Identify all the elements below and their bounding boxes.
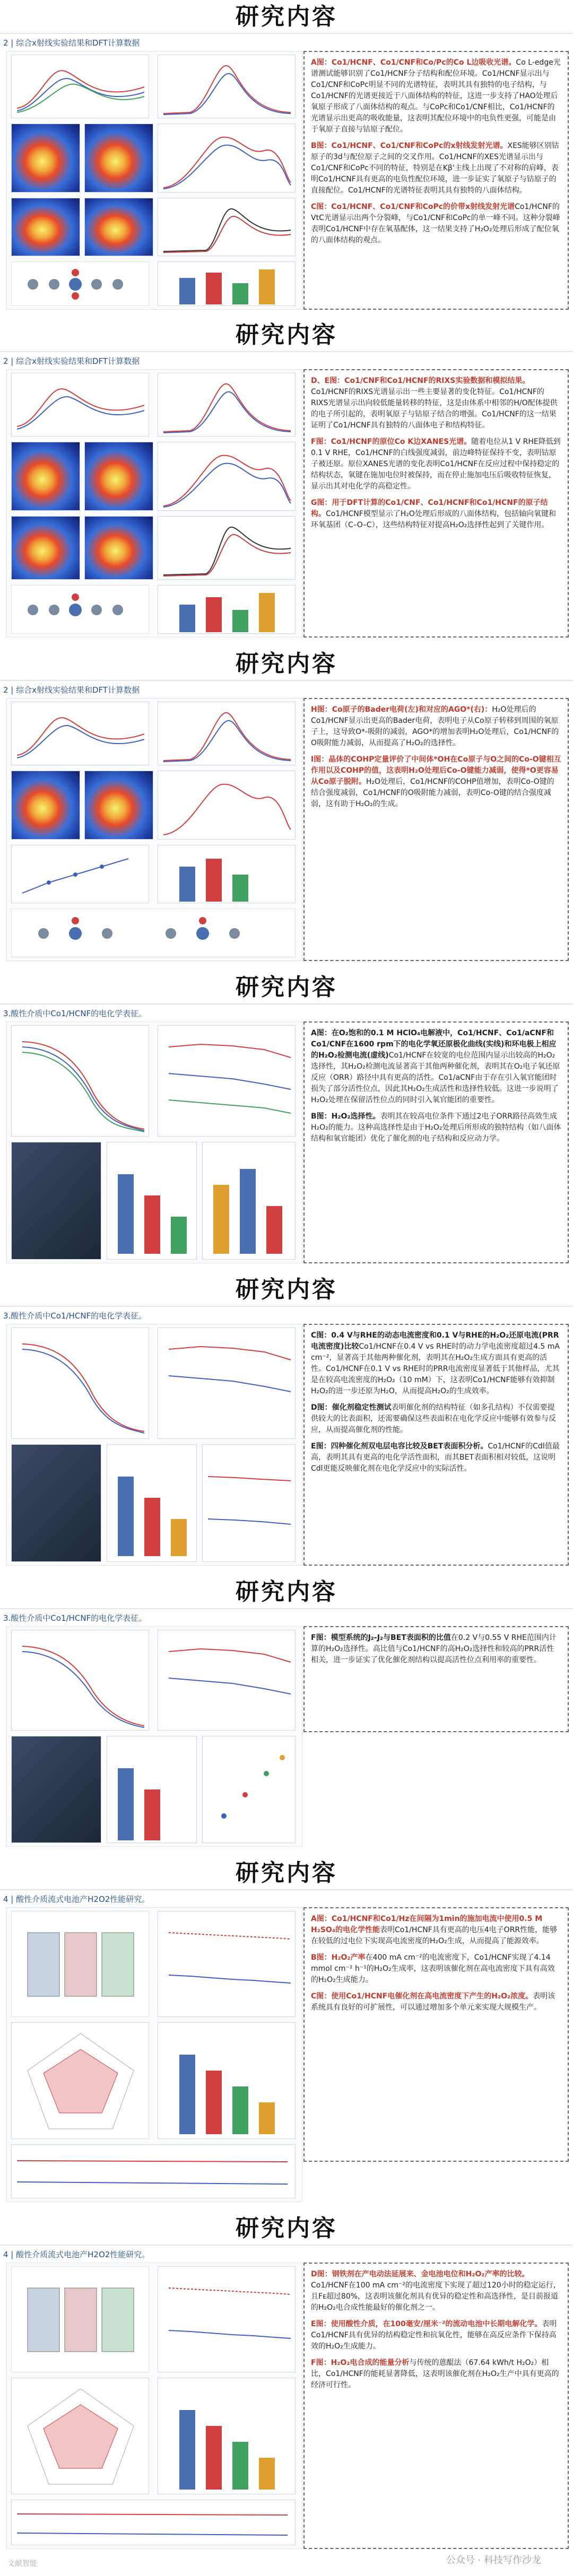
section-title: 研究内容 bbox=[0, 318, 573, 352]
sub-heading: 3.酸性介质中Co1/HCNF的电化学表征。 bbox=[3, 1613, 147, 1623]
vtc-chart bbox=[158, 442, 296, 511]
line-chart bbox=[11, 845, 149, 903]
paragraph-label: C图：0.4 V与RHE的动态电流密度和0.1 V与RHE的H₂O₂还原电流(PRR电流密度)比较 bbox=[311, 1331, 559, 1351]
watermark: 公众号 · 科技写作沙龙 bbox=[446, 2555, 541, 2566]
paragraph-label: B图：H₂O₂选择性。 bbox=[311, 1112, 380, 1121]
section-6 bbox=[0, 1575, 573, 1851]
paragraph-body: 表明催化剂的结构特征（如多孔结构）不仅需要提供较大的比表面积，还需要确保这些表面积在电化学反应中能够有效参与反应，从而提高催化剂的性能。 bbox=[311, 1403, 556, 1434]
rixs-map bbox=[84, 771, 153, 840]
section-2 bbox=[0, 318, 573, 642]
section-5 bbox=[0, 1273, 573, 1570]
paragraph-label: H图：Co原子的Bader电荷(左)和对应的AGO*(右)： bbox=[311, 705, 492, 714]
figure-panel bbox=[6, 1907, 302, 2202]
description-box bbox=[303, 51, 569, 310]
bar-chart bbox=[107, 1142, 197, 1260]
bar-chart bbox=[158, 2022, 296, 2139]
figure-panel bbox=[6, 1324, 302, 1566]
figure-panel bbox=[6, 698, 302, 961]
rixs-map bbox=[11, 124, 80, 193]
bar-chart bbox=[158, 261, 296, 306]
paragraph-body: 在0.2 V与0.55 V RHE范围内计算的H₂O₂选择性。高比值与Co1/HCNF的高H₂O₂选择性和较高的PRR活性相关，进一步证实了优化催化剂结构以提高活性位点利用率的重要性。 bbox=[311, 1634, 557, 1664]
paragraph-label: G图：用于DFT计算的Co1/CNF、Co1/HCNF和Co1/HCNF的原子结构。 bbox=[311, 499, 548, 518]
paragraph-body: Co L-edge光谱测试能够识别了Co1/HCNF分子结构和配位环境。Co1/HCNF显示出与Co1/CNF和CoPc明显不同的光谱特征，表明其具有独特的电子结构，与Co1/HCNF的光谱更接近于八面体结构的特征，这进一步支持了HAO处理后氧原子形成了八面体结构的观点。与CoPc和Co1/CNF相比，Co1/HCNF的光谱显示出更高的吸收能量，这表明其配位环境中的电负性更强，可能是由于氧原子直接与钴原子配位。 bbox=[311, 58, 561, 134]
rixs-map bbox=[84, 516, 153, 580]
xes-chart bbox=[158, 373, 296, 436]
rixs-map bbox=[84, 198, 153, 256]
rixs-map bbox=[11, 516, 80, 580]
sub-heading: 4 | 酸性介质流式电池产H2O2性能研究。 bbox=[3, 2250, 150, 2259]
paragraph-label: F图：Co1/HCNF的原位Co K边XANES光谱。 bbox=[311, 438, 472, 446]
figure-panel bbox=[6, 51, 302, 310]
section-title: 研究内容 bbox=[0, 1273, 573, 1307]
catalyst-illustration bbox=[11, 1736, 101, 1843]
paragraph-label: B图：Co1/HCNF、Co1/CNF和CoPc的x射线发射光谱。 bbox=[311, 142, 508, 150]
paragraph-label: D图：钢铁剂在产电动法延展来、金电池电位和H₂O₂产率的比较。 bbox=[311, 2270, 529, 2278]
paragraph-body: 与传统的蒽醌法（67.64 kWh/t H₂O₂）相比，Co1/HCNF的能耗显著降低，这表明该催化剂在H₂O₂生产中具有更高的经济可行性。 bbox=[311, 2359, 559, 2389]
figure-panel bbox=[6, 369, 302, 638]
paragraph-body: 随着电位从1 V RHE降低到0.1 V RHE，Co1/HCNF的白线强度减弱，前边峰特征保持不变，表明钴原子被还原。原位XANES光谱的变化表明Co1/HCNF在反应过程中保持稳定的结构状态，氧键在施加电位时被保持，而在停止施加电压后吸收特征恢复，显示出其对电化学的高稳定性。 bbox=[311, 438, 561, 491]
paragraph-body: 表明该系统具有良好的可扩展性，可以通过增加多个单元来实现大规模生产。 bbox=[311, 1992, 555, 2012]
xas-chart bbox=[11, 55, 149, 118]
paragraph-label: A图：Co1/HCNF和Co1/Hz在间隔为1min的施加电流中使用0.5 M H₂SO₄的电化学性能 bbox=[311, 1915, 543, 1934]
paragraph-body: 表明Co1/HCNF具有更高的电压4电子ORR性能，能够在较低的过电位下实现高电流密度的H₂O₂生成，从而提高了能源效率。 bbox=[311, 1926, 558, 1945]
section-8 bbox=[0, 2212, 573, 2576]
paragraph-label: D图：催化剂稳定性测试 bbox=[311, 1403, 392, 1412]
paragraph-body: XES能够区别钴原子的3d与配位原子之间的交叉作用。Co1/HCNF的XES光谱显示出与Co1/CNF和CoPc不同的特征，特别是在Kβ'主线上出现了不对称的肩峰，表明Co1/HCNF具有更高的电负性配位环境，进一步证实了氧原子与钴原子的直接配位。Co1/HCNF的光谱特征表明其具有独特的八面体结构。 bbox=[311, 142, 559, 195]
paragraph-body: 表明其在较高电位条件下通过2电子ORR路径高效生成H₂O₂的能力。这种高选择性是由于H₂O₂处理后所形成的独特结构（如八面体结构和氧官能团）优化了催化剂的电子结构和反应动力学。 bbox=[311, 1112, 561, 1143]
polarization-chart bbox=[11, 1630, 149, 1731]
stability-chart bbox=[11, 2144, 296, 2198]
figure-panel bbox=[6, 1021, 302, 1263]
catalyst-illustration bbox=[11, 1142, 101, 1260]
bar-chart bbox=[158, 2378, 296, 2494]
bar-chart bbox=[202, 1142, 296, 1260]
xas-chart bbox=[11, 702, 149, 765]
paragraph-body: 在400 mA cm⁻²的电流密度下，Co1/HCNF实现了4.14 mmol cm⁻² h⁻¹的H₂O₂生成率，这表明该催化剂在高电流密度下具有高效的H₂O₂生成能力。 bbox=[311, 1953, 555, 1984]
selectivity-chart bbox=[158, 1025, 296, 1137]
sub-heading: 3.酸性介质中Co1/HCNF的电化学表征。 bbox=[3, 1009, 147, 1018]
sub-heading: 2 | 综合x射线实验结果和DFT计算数据 bbox=[3, 38, 140, 48]
description-box bbox=[303, 1626, 569, 1732]
section-title: 研究内容 bbox=[0, 2212, 573, 2246]
watermark-left: 文献智能 bbox=[7, 2560, 37, 2568]
xes-chart bbox=[158, 55, 296, 118]
vtc-chart bbox=[158, 771, 296, 840]
paragraph-body: Co1/HCNF在100 mA cm⁻²的电流密度下实现了超过120小时的稳定运行，且Fᴇ超过80%，这表明该催化剂具有优异的稳定性和高选择性，是目前报道的H₂O₂电合成性能最好的催化剂之一。 bbox=[311, 2281, 561, 2312]
paragraph-label: E图：使用酸性介质，在100毫安/厘米⁻²的流动电池中长期电解化学。 bbox=[311, 2320, 542, 2328]
paragraph-label: I图：晶体的COHP定量评价了中间体*OH在Co原子与O之间的Co-O键相互作用以及COHP的值，这表明H₂O处理后Co-O键能力减弱，使得*O更容易从Co原子脱附。 bbox=[311, 755, 561, 786]
paragraph-body: Co1/HCNF的RIXS光谱显示出一些主要显著的变化特征。Co1/HCNF的RIXS光谱显示出向较低能量转移的特征，这是由体系中相邻的H/O配体提供的电子所引起的，表明氧原子与钴原子结合的增强。Co1/HCNF的这一结果证明了Co1/HCNF具有独特的八面体电子和结构特征。 bbox=[311, 388, 558, 430]
radar-chart bbox=[11, 2022, 149, 2139]
stability-chart bbox=[202, 1444, 296, 1562]
paragraph-label: F图：H₂O₂电合成的能量分析 bbox=[311, 2359, 410, 2367]
selectivity-chart bbox=[158, 1630, 296, 1731]
section-title: 研究内容 bbox=[0, 971, 573, 1005]
paragraph-body: H₂O处理后，Co1/HCNF的COHP值增加，表明Co-O键的结合强度减弱，Co1/HCNF的O吸附能力减弱，表明Co-O键的结合强度减弱，这有助于H₂O₂的生成。 bbox=[311, 778, 554, 808]
paragraph-body: Co1/HCNF在0.4 V vs RHE时的动力学电流密度超过4.5 mA cm⁻²，显著高于其他两种催化剂，表明其在H₂O₂生成方面具有更高的活性。Co1/HCNF在0.1 V vs RHE时的PRR电流密度显著低于其他样品，尤其是在较高电流密度的H₂O₂（10 mM）下，这表明Co1/HCNF能够有效抑制H₂O₂的进一步还原为H₂O，从而提高H₂O₂的生成效率。 bbox=[311, 1342, 560, 1395]
description-box bbox=[303, 698, 569, 961]
scatter-chart bbox=[202, 1736, 296, 1843]
paragraph-label: C图：Co1/HCNF、Co1/CNF和CoPc的价带x射线发射光谱 bbox=[311, 203, 515, 211]
description-box bbox=[303, 1324, 569, 1566]
selectivity-chart bbox=[158, 1328, 296, 1439]
sub-heading: 3.酸性介质中Co1/HCNF的电化学表征。 bbox=[3, 1311, 147, 1321]
figure-panel bbox=[6, 2263, 302, 2549]
bar-chart bbox=[158, 845, 296, 903]
paragraph-body: H₂O处理后的Co1/HCNF显示出更高的Bader电荷，表明电子从Co原子转移到周围的氧原子上，这导致O*-吸附的减弱，AGO*的增加表明H₂O处理后，Co1/HCNF的O吸附能力减弱，从而提高了H₂O₂的选择性。 bbox=[311, 705, 559, 747]
rixs-map bbox=[84, 442, 153, 511]
section-title: 研究内容 bbox=[0, 647, 573, 681]
paragraph-label: A图：在O₂饱和的0.1 M HClO₄电解液中，Co1/HCNF、Co1/aCNF和Co1/CNF在1600 rpm下的电化学氧还原极化曲线(实线)和环电极上相应的H₂O₂检测电流(虚线) bbox=[311, 1029, 557, 1060]
performance-chart bbox=[158, 2266, 296, 2372]
paragraph-label: B图：H₂O₂产率 bbox=[311, 1953, 366, 1962]
rixs-map bbox=[11, 771, 80, 840]
description-box bbox=[303, 1021, 569, 1263]
catalyst-illustration bbox=[11, 1444, 101, 1562]
section-title: 研究内容 bbox=[0, 1575, 573, 1609]
flow-cell-schematic bbox=[11, 2266, 149, 2372]
xanes-chart bbox=[158, 516, 296, 580]
paragraph-label: D、E图：Co1/CNF和Co1/HCNF的RIXS实验数据和模拟结果。 bbox=[311, 377, 530, 385]
figure-panel bbox=[6, 1626, 302, 1847]
paragraph-body: Co1/HCNF在较宽的电位范围内显示出较高的H₂O₂选择性，其H₂O₂检测电流显著高于其他两种催化剂，表明其在O₂电子氧还原反应（ORR）路径中具有更高的活性。Co1/aCNF由于存在引入氧官能团时损失了部分活性位点，因此其H₂O₂生成活性和选择性较低。这进一步说明了H₂O₂处理在保留活性位点的同时引入氧官能团的重要性。 bbox=[311, 1051, 560, 1104]
paragraph-body: 表明Co1/HCNF具有优异的结构稳定性和抗氧化性，能够在高反应条件下保持高效的H₂O₂生成能力。 bbox=[311, 2320, 557, 2351]
paragraph-body: Co1/HCNF的VtC光谱显示出两个分裂峰，与Co1/CNF和CoPc的单一峰不同。这种分裂峰表明Co1/HCNF中存在氧基配体，这一结果支持了H₂O₂处理后形成了配位氧的八面体结构的观点。 bbox=[311, 203, 560, 244]
section-4 bbox=[0, 971, 573, 1268]
radar-chart bbox=[11, 2378, 149, 2494]
xas-chart bbox=[11, 373, 149, 436]
section-3 bbox=[0, 647, 573, 965]
structure-model bbox=[11, 261, 149, 306]
bar-chart bbox=[107, 1736, 197, 1843]
xanes-chart bbox=[158, 198, 296, 256]
sub-heading: 2 | 综合x射线实验结果和DFT计算数据 bbox=[3, 685, 140, 695]
section-title: 研究内容 bbox=[0, 0, 573, 34]
flow-cell-schematic bbox=[11, 1911, 149, 2017]
performance-chart bbox=[158, 1911, 296, 2017]
description-box bbox=[303, 1907, 569, 2162]
paragraph-label: A图：Co1/HCNF、Co1/CNF和Co/Pc的Co L边吸收光谱。 bbox=[311, 58, 516, 67]
section-7 bbox=[0, 1856, 573, 2206]
paragraph-label: F图：模型系统的J₂-J₂与BET表面积的比值 bbox=[311, 1634, 451, 1642]
vtc-chart bbox=[158, 124, 296, 193]
description-box bbox=[303, 369, 569, 638]
rixs-map bbox=[84, 124, 153, 193]
paragraph-body: Co1/HCNF的Cdl值最高，表明其具有更高的电化学活性面积，而其BET表面积相对较低，这说明Cdl更能反映催化剂在电化学反应中的实际活性。 bbox=[311, 1442, 560, 1473]
section-1 bbox=[0, 0, 573, 313]
bar-chart bbox=[107, 1444, 197, 1562]
structure-model bbox=[11, 585, 149, 634]
polarization-chart bbox=[11, 1025, 149, 1137]
paragraph-label: E图：四种催化剂双电层电容比较及BET表面积分析。 bbox=[311, 1442, 488, 1451]
polarization-chart bbox=[11, 1328, 149, 1439]
sub-heading: 2 | 综合x射线实验结果和DFT计算数据 bbox=[3, 356, 140, 366]
rixs-map bbox=[11, 198, 80, 256]
xes-chart bbox=[158, 702, 296, 765]
stability-chart bbox=[11, 2500, 296, 2545]
paragraph-body: Co1/HCNF模型显示了H₂O处理后形成的八面体结构，包括轴向氧键和环氧基团（C–O–C），这些结构特征对提高H₂O₂选择性起到了关键作用。 bbox=[311, 510, 556, 529]
sub-heading: 4 | 酸性介质流式电池产H2O2性能研究。 bbox=[3, 1894, 150, 1904]
section-title: 研究内容 bbox=[0, 1856, 573, 1890]
paragraph-label: C图：使用Co1/HCNF电催化剂在高电流密度下产生的H₂O₂浓度。 bbox=[311, 1992, 533, 2001]
description-box bbox=[303, 2263, 569, 2549]
bar-chart bbox=[158, 585, 296, 634]
structure-model bbox=[11, 909, 296, 957]
rixs-map bbox=[11, 442, 80, 511]
